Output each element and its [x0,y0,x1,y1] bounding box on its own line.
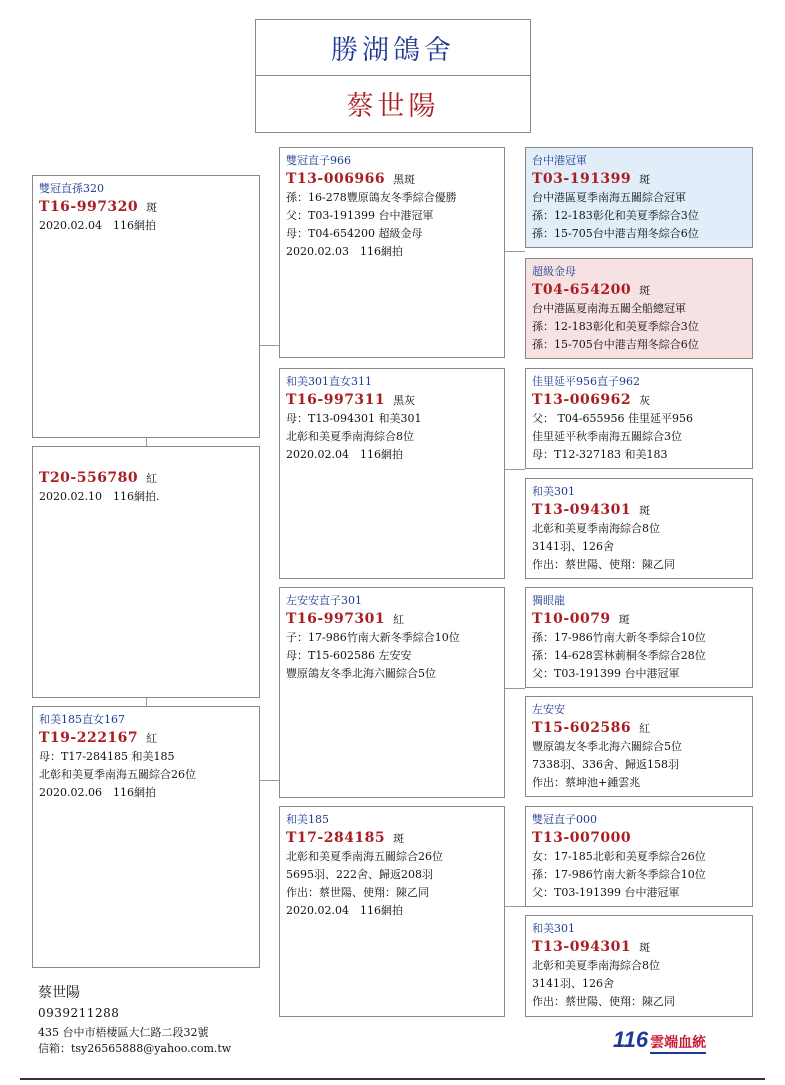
ring-number: T13-094301 [532,502,632,518]
info-line: 孫：15-705台中港吉翔冬綜合6位 [532,338,699,351]
bird-name: 和美185 [286,813,329,826]
ring-number: T20-556780 [39,470,139,486]
info-line: 北彰和美夏季南海五關綜合26位 [39,768,196,781]
ring-number: T19-222167 [39,730,139,746]
bird-name: 雙冠直子966 [286,154,351,167]
info-line: 2020.02.04 116網拍 [286,448,403,461]
info-line: 父：T03-191399 台中港冠軍 [532,886,680,899]
pedigree-box-gen2 [279,368,505,579]
owner-name: 蔡世陽 [346,91,440,122]
bird-color: 紅 [639,722,651,735]
pedigree-box-gen3 [525,587,753,688]
bird-name: 雙冠直子000 [532,813,597,826]
info-line: 孫：14-628雲林莿桐冬季綜合28位 [532,649,706,662]
pedigree-box-gen3 [525,258,753,359]
info-line: 孫：15-705台中港吉翔冬綜合6位 [532,227,699,240]
bird-color: 黑灰 [393,394,416,407]
info-line: 2020.02.06 116網拍 [39,786,156,799]
info-line: 佳里延平秋季南海五關綜合3位 [532,430,682,443]
ring-number: T15-602586 [532,720,632,736]
pedigree-box-gen3 [525,696,753,797]
pedigree-box-dam [32,706,260,968]
bird-name: 超級金母 [532,265,576,278]
pedigree-box-gen3 [525,915,753,1017]
loft-name: 勝湖鴿舍 [256,20,530,76]
title-box [255,19,531,133]
info-line: 台中港區夏季南海五關綜合冠軍 [532,191,686,204]
contact-owner: 蔡世陽 [38,985,80,1001]
bird-name: 雙冠直孫320 [39,182,104,195]
logo-number: 116 [613,1027,649,1052]
bird-color: 紅 [393,613,405,626]
pedigree-box-gen3 [525,478,753,579]
info-line: 作出：蔡世陽、使翔：陳乙同 [286,886,429,899]
bird-color: 紅 [146,472,158,485]
bird-color: 灰 [639,394,651,407]
ring-number: T13-006966 [286,171,386,187]
pedigree-box-gen2 [279,806,505,1017]
pedigree-box-gen3 [525,368,753,469]
info-line: 2020.02.10 116網拍. [39,490,160,503]
info-line: 孫：17-986竹南大新冬季綜合10位 [532,631,706,644]
bird-color: 斑 [639,941,651,954]
bird-name: 佳里延平956直子962 [532,375,640,388]
ring-number: T13-006962 [532,392,632,408]
pedigree-box-gen3 [525,147,753,248]
bird-color: 斑 [639,173,651,186]
connector-line [504,469,525,470]
contact-info [38,983,231,1059]
info-line: 孫：17-986竹南大新冬季綜合10位 [532,868,706,881]
info-line: 母：T13-094301 和美301 [286,412,422,425]
ring-number: T04-654200 [532,282,632,298]
info-line: 母：T17-284185 和美185 [39,750,175,763]
pedigree-box-self [32,175,260,438]
bird-name: 獨眼龍 [532,594,565,607]
ring-number: T16-997301 [286,611,386,627]
info-line: 父：T03-191399 台中港冠軍 [286,209,434,222]
bird-color: 斑 [639,284,651,297]
info-line: 2020.02.04 116網拍 [286,904,403,917]
info-line: 3141羽、126舍 [532,540,614,553]
info-line: 母：T15-602586 左安安 [286,649,412,662]
connector-line [259,345,280,346]
info-line: 子：17-986竹南大新冬季綜合10位 [286,631,460,644]
bird-name: 台中港冠軍 [532,154,587,167]
bird-name: 和美301直女311 [286,375,372,388]
bottom-divider [20,1078,765,1080]
info-line: 女：17-185北彰和美夏季綜合26位 [532,850,706,863]
info-line: 豐原鴿友冬季北海六關綜合5位 [532,740,682,753]
ring-number: T10-0079 [532,611,611,627]
info-line: 北彰和美夏季南海綜合8位 [532,522,660,535]
bird-color: 斑 [639,504,651,517]
info-line: 台中港區夏南海五關全船總冠軍 [532,302,686,315]
info-line: 母：T04-654200 超級金母 [286,227,423,240]
contact-email: 信箱：tsy26565888@yahoo.com.tw [38,1042,232,1055]
connector-line [504,906,525,907]
contact-phone: 0939211288 [38,1006,120,1020]
info-line: 作出：蔡坤池+鍾雲兆 [532,776,641,789]
bird-name: 和美301 [532,485,575,498]
bird-color: 斑 [146,201,158,214]
info-line: 父：T03-191399 台中港冠軍 [532,667,680,680]
pedigree-box-sire [32,446,260,698]
contact-address: 435 台中市梧棲區大仁路二段32號 [38,1026,209,1039]
info-line: 孫：12-183彰化和美夏季綜合3位 [532,209,699,222]
connector-line [259,780,280,781]
ring-number: T13-094301 [532,939,632,955]
bird-color: 紅 [146,732,158,745]
bird-color: 斑 [393,832,405,845]
info-line: 北彰和美夏季南海綜合8位 [532,959,660,972]
bird-name: 左安安直子301 [286,594,362,607]
ring-number: T17-284185 [286,830,386,846]
ring-number: T16-997320 [39,199,139,215]
info-line: 5695羽、222舍、歸返208羽 [286,868,433,881]
info-line: 2020.02.03 116網拍 [286,245,403,258]
info-line: 父： T04-655956 佳里延平956 [532,412,694,425]
bird-color: 斑 [618,613,630,626]
info-line: 北彰和美夏季南海五關綜合26位 [286,850,443,863]
info-line: 豐原鴿友冬季北海六關綜合5位 [286,667,436,680]
info-line: 3141羽、126舍 [532,977,614,990]
logo-text: 雲端血統 [650,1032,706,1054]
pedigree-box-gen2 [279,587,505,798]
info-line: 作出：蔡世陽、使翔：陳乙同 [532,558,675,571]
ring-number: T13-007000 [532,830,632,846]
ring-number: T03-191399 [532,171,632,187]
info-line: 母：T12-327183 和美183 [532,448,668,461]
bird-color: 黑斑 [393,173,416,186]
connector-line [504,251,525,252]
pedigree-box-gen3 [525,806,753,907]
info-line: 2020.02.04 116網拍 [39,219,156,232]
ring-number: T16-997311 [286,392,386,408]
bird-name: 和美185直女167 [39,713,125,726]
info-line: 7338羽、336舍、歸返158羽 [532,758,679,771]
info-line: 北彰和美夏季南海綜合8位 [286,430,414,443]
bird-name: 和美301 [532,922,575,935]
info-line: 作出：蔡世陽、使翔：陳乙同 [532,995,675,1008]
bird-name: 左安安 [532,703,565,716]
pedigree-box-gen2 [279,147,505,358]
brand-logo [613,1027,706,1054]
info-line: 孫：12-183彰化和美夏季綜合3位 [532,320,699,333]
connector-line [504,688,525,689]
info-line: 孫：16-278豐原鴿友冬季綜合優勝 [286,191,457,204]
